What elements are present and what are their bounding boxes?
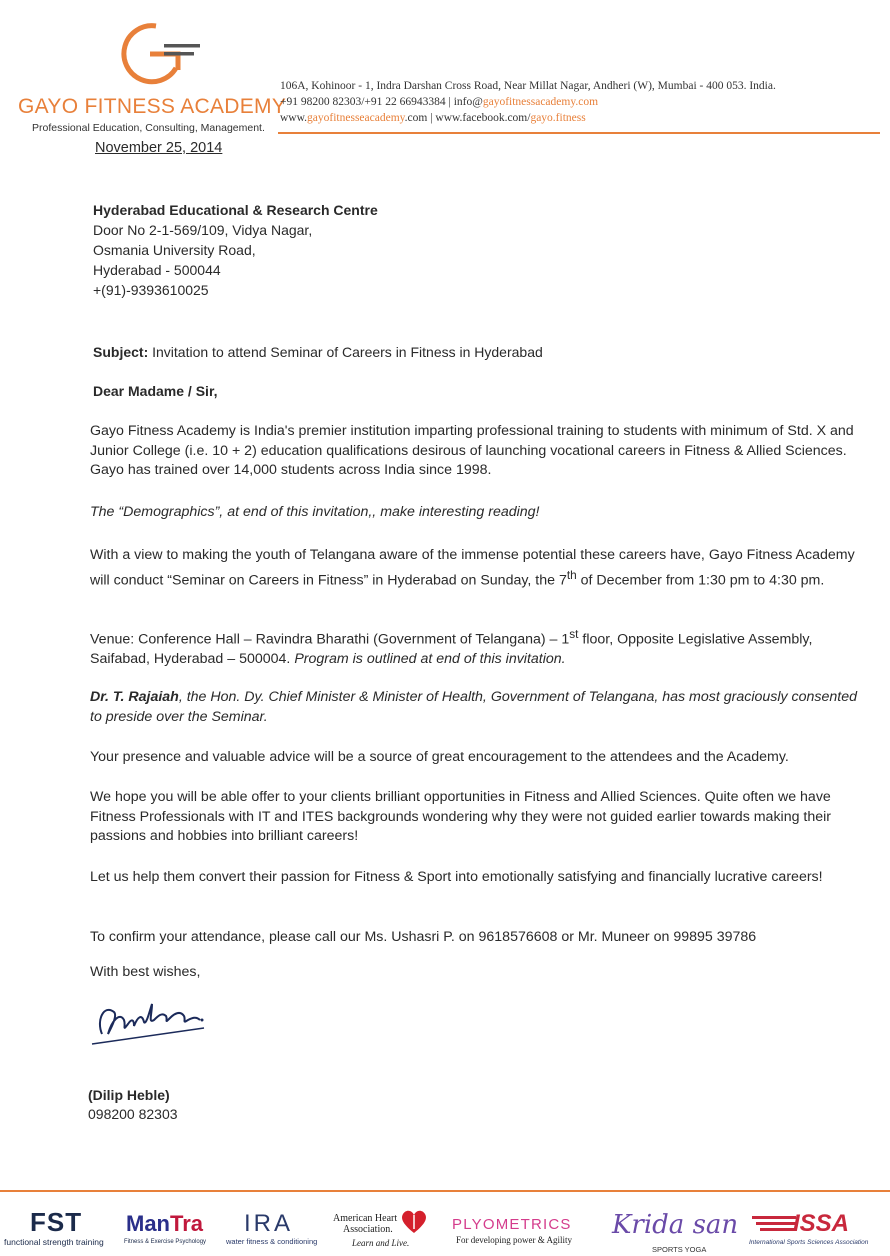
fst-logo: FST bbox=[30, 1207, 83, 1237]
letter-date: November 25, 2014 bbox=[95, 140, 223, 156]
gayo-logo-icon bbox=[112, 18, 202, 90]
brand-name: GAYO FITNESS ACADEMY bbox=[18, 95, 287, 118]
signer-phone: 098200 82303 bbox=[88, 1106, 178, 1122]
plyometrics-logo: PLYOMETRICS bbox=[452, 1216, 572, 1233]
ira-tagline: water fitness & conditioning bbox=[226, 1237, 318, 1246]
recipient-line2: Osmania University Road, bbox=[93, 242, 256, 258]
paragraph-confirm: To confirm your attendance, please call our Ms. Ushasri P. on 9618576608 or Mr. Muneer on 99895 39786 bbox=[90, 929, 757, 945]
issa-logo: ISSA bbox=[793, 1210, 850, 1237]
letterhead-rule bbox=[278, 132, 880, 134]
recipient-phone: +(91)-9393610025 bbox=[93, 282, 209, 298]
closing: With best wishes, bbox=[90, 964, 201, 980]
salutation: Dear Madame / Sir, bbox=[93, 383, 218, 399]
paragraph-venue: Venue: Conference Hall – Ravindra Bharathi (Government of Telangana) – 1st floor, Opposite Legislative Assembly, Saifabad, Hyderabad – 500004. Program is outlined at end of this invitation. bbox=[90, 627, 813, 668]
kridasan-tagline: SPORTS YOGA bbox=[652, 1245, 707, 1254]
signer-name: (Dilip Heble) bbox=[88, 1087, 170, 1103]
paragraph-seminar: With a view to making the youth of Telangana aware of the immense potential these careers have, Gayo Fitness Academy will conduct “Seminar on Careers in Fitness” in Hyderabad on Sunday, the 7th of December from 1:30 pm to 4:30 pm. bbox=[90, 547, 855, 589]
fst-tagline: functional strength training bbox=[4, 1237, 104, 1247]
paragraph-opportunities: We hope you will be able offer to your clients brilliant opportunities in Fitness and Allied Sciences. Quite often we have Fitness Professionals with IT and ITES backgrounds wondering why they were not guided earlier towards making their passions and hobbies into brilliant careers! bbox=[90, 789, 832, 844]
paragraph-presence: Your presence and valuable advice will be a source of great encouragement to the attendees and the Academy. bbox=[90, 749, 789, 765]
letterhead-web: www.gayofitnesseacademy.com | www.facebook.com/gayo.fitness bbox=[280, 112, 586, 124]
letterhead-contact: +91 98200 82303/+91 22 66943384 | info@gayofitnessacademy.com bbox=[280, 96, 599, 108]
letterhead-address: 106A, Kohinoor - 1, Indra Darshan Cross Road, Near Millat Nagar, Andheri (W), Mumbai - 400 053. India. bbox=[280, 80, 776, 92]
paragraph-convert: Let us help them convert their passion for Fitness & Sport into emotionally satisfying and financially lucrative careers! bbox=[90, 869, 823, 885]
paragraph-chief-guest: Dr. T. Rajaiah, the Hon. Dy. Chief Minister & Minister of Health, Government of Telangana, has most graciously consented to preside over the Seminar. bbox=[90, 689, 858, 725]
brand-tagline: Professional Education, Consulting, Management. bbox=[32, 122, 265, 134]
paragraph-intro: Gayo Fitness Academy is India's premier institution imparting professional training to students with minimum of Std. X and Junior College (i.e. 10 + 2) education qualifications desirous of launching vocational careers in Fitness & Allied Sciences. Gayo has trained over 14,000 students across India since 1998. bbox=[90, 423, 854, 478]
mantra-logo: ManTra bbox=[126, 1211, 204, 1236]
aha-logo: American Heart Association. bbox=[333, 1213, 398, 1235]
subject-line: Subject: Invitation to attend Seminar of Careers in Fitness in Hyderabad bbox=[93, 344, 543, 360]
issa-stripes-icon bbox=[752, 1214, 796, 1234]
recipient-line1: Door No 2-1-569/109, Vidya Nagar, bbox=[93, 222, 313, 238]
heart-torch-icon bbox=[400, 1209, 428, 1235]
recipient-line3: Hyderabad - 500044 bbox=[93, 262, 221, 278]
mantra-tagline: Fitness & Exercise Psychology bbox=[124, 1239, 207, 1245]
kridasan-logo: Krida san bbox=[612, 1210, 739, 1240]
issa-tagline: International Sports Sciences Association bbox=[749, 1239, 869, 1246]
ira-logo: IRA bbox=[244, 1210, 294, 1237]
signature-icon bbox=[88, 990, 213, 1048]
plyometrics-tagline: For developing power & Agility bbox=[456, 1235, 572, 1245]
recipient-name: Hyderabad Educational & Research Centre bbox=[93, 202, 378, 218]
footer-rule bbox=[0, 1190, 890, 1192]
aha-tagline: Learn and Live. bbox=[352, 1238, 410, 1248]
paragraph-demographics: The “Demographics”, at end of this invitation,, make interesting reading! bbox=[90, 504, 540, 520]
